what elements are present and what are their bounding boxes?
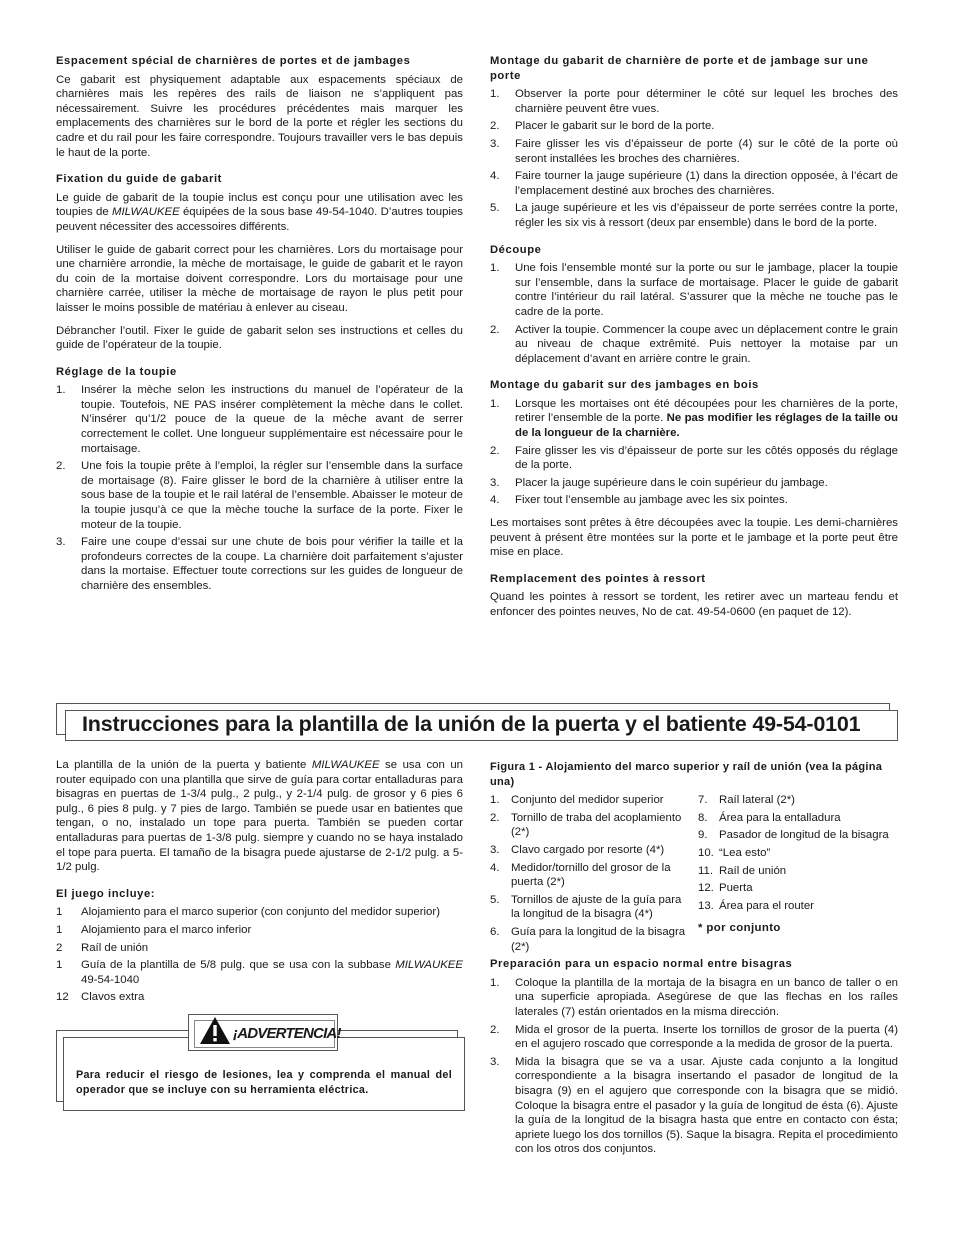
list-item: 1 Alojamiento para el marco inferior <box>56 923 252 936</box>
list-item <box>490 843 692 858</box>
brand-name: MILWAUKEE <box>111 206 180 219</box>
list-text: Activer la toupie. Commencer la coupe avec un déplacement contre le grain au niveau de chaque extrêmité. Puis nettoyer la motaise par un déplacement d’avant en arrière contre le grain. <box>515 323 898 365</box>
list-text: Une fois l’ensemble monté sur la porte ou sur le jambage, placer la toupie sur l’ensemble, dans la surface de mortaisage. Placer le guide de gabarit contre l’intérieur du rail latéral. S’assurer que la mèche ne touche pas le cadre de la porte. <box>515 262 898 318</box>
list-item <box>490 323 898 367</box>
list-text: Pasador de longitud de la bisagra <box>719 829 889 842</box>
warning-text: Para reducir el riesgo de lesiones, lea y comprenda el manual del operador que se incluye con su herramienta eléctrica. <box>76 1069 452 1096</box>
warning-box <box>56 1025 466 1112</box>
list-text: Faire une coupe d’essai sur une chute de bois pour vérifier la taille et la profondeurs correctes de la coupe. La charnière doit parfaitement s’ajuster dans la mortaise. Effectuer toute corrections sur les guides de longueur de charnière des ensembles. <box>81 536 463 592</box>
list-text: Coloque la plantilla de la mortaja de la bisagra en un banco de taller o en una superficie apropiada. Asegúrese de que las flechas en los raíles laterales (7) están orientados en la misma dirección. <box>515 976 898 1018</box>
list-item <box>698 828 898 843</box>
list-text: Puerta <box>719 882 753 895</box>
list-text: Mida el grosor de la puerta. Inserte los tornillos de grosor de la puerta (4) en el agujero roscado que corresponde a la medida de grosor de la puerta. <box>515 1023 898 1051</box>
section-heading: Remplacement des pointes à ressort <box>490 572 706 585</box>
list-item <box>490 169 898 198</box>
list-number: 6. <box>490 925 500 938</box>
list-number: 4. <box>490 170 500 183</box>
list-text: Tornillo de traba del acoplamiento (2*) <box>511 811 682 839</box>
list-item <box>490 493 898 508</box>
list-item <box>490 1055 898 1157</box>
section-heading: Montage du gabarit sur des jambages en bois <box>490 379 759 392</box>
numbered-list <box>490 87 898 230</box>
list-text: La jauge supérieure et les vis d’épaisseur de porte serrées contre la porte, régler les six vis à ressort (deux par ensemble) dans le bord de la porte. <box>515 202 898 229</box>
list-item <box>490 476 898 491</box>
list-number: 2. <box>490 120 500 133</box>
spanish-left-column <box>56 758 463 1008</box>
paragraph: Débrancher l’outil. Fixer le guide de gabarit selon ses instructions et celles du guide de l’opérateur de la toupie. <box>56 324 463 352</box>
list-number: 8. <box>698 811 708 824</box>
list-number: 1. <box>490 88 500 101</box>
list-text: Une fois la toupie prête à l’emploi, la régler sur l’ensemble dans la surface de mortaisage (8). Faire glisser le bord de la charnière à utiliser entre la sous base de la toupie et le rail latéral de l’ensemble. Abaisser le moteur de la toupie jusqu’à ce que la mèche touche la surface de la porte. Fixer le moteur de la toupie. <box>81 460 463 531</box>
french-right-column <box>490 54 898 628</box>
list-number: 4. <box>490 861 500 874</box>
list-number: 9. <box>698 829 708 842</box>
paragraph: Le guide de gabarit de la toupie inclus est conçu pour une utilisation avec les toupies de MILWAUKEE équipées de la sous base 49-54-1040. D’autres toupies peuvent nécessiter des accessoires différents. <box>56 191 463 233</box>
french-left-column <box>56 54 463 602</box>
numbered-list <box>490 793 692 954</box>
section-heading: Découpe <box>490 243 542 256</box>
section-heading: Montage du gabarit de charnière de porte et de jambage sur une porte <box>490 55 869 82</box>
list-item <box>56 535 463 593</box>
list-number: 3. <box>490 137 500 150</box>
section-heading: El juego incluye: <box>56 887 156 900</box>
list-item <box>698 811 898 826</box>
numbered-list <box>56 383 463 593</box>
list-text: “Lea esto” <box>719 846 771 859</box>
list-item <box>490 87 898 116</box>
list-text: Clavo cargado por resorte (4*) <box>511 843 665 856</box>
list-item: 12 Clavos extra <box>56 991 145 1004</box>
list-item <box>698 881 898 896</box>
list-item <box>56 383 463 456</box>
figure-caption: Figura 1 - Alojamiento del marco superior y raíl de unión (vea la página una) <box>490 761 883 788</box>
list-item: 1 Alojamiento para el marco superior (con conjunto del medidor superior) <box>56 906 440 919</box>
section-heading: Fixation du guide de gabarit <box>56 173 222 186</box>
list-number: 2. <box>490 444 500 457</box>
section-heading: Preparación para un espacio normal entre bisagras <box>490 958 793 971</box>
list-item: 2 Raíl de unión <box>56 941 149 954</box>
list-item <box>490 793 692 808</box>
paragraph: Utiliser le guide de gabarit correct pour les charnières. Lors du mortaisage pour une charnière arrondie, la mèche de mortaisage, le guide de gabarit et le rayon du coin de la mortaise doivent correspondre. Lors du mortaisage pour une charnière carrée, utiliser la mèche de mortaisage de rayon le plus petit pour laisser le moins possible de matériau à enlever au ciseau. <box>56 243 463 314</box>
figure-legend <box>490 793 898 953</box>
spanish-right-column <box>490 760 898 1165</box>
list-item: 1 Guía de la plantilla de 5/8 pulg. que se usa con la subbase MILWAUKEE 49-54-1040 <box>56 959 463 986</box>
list-number: 3. <box>490 1055 500 1068</box>
brand-name: MILWAUKEE <box>311 759 380 771</box>
numbered-list <box>698 793 898 913</box>
list-number: 1. <box>490 976 500 989</box>
list-item <box>490 201 898 230</box>
list-number: 2. <box>490 323 500 336</box>
paragraph: La plantilla de la unión de la puerta y batiente MILWAUKEE se usa con un router equipado con una plantilla que sirve de guía para cortar entalladuras para bisagras en puertas de 1-3/4 pulg., 2 pulg., y 2-1/4 pulg. de grosor y 6 pies 6 pulg., 6 pies 8 pulg. y 7 pies de largo. También se puede usar en batientes que tengan, o no, instalado un tope para puerta. También se pueden cortar entalladuras para puertas de 1-3/8 pulg. siempre y cuando no se haya instalado el tope para puerta. El tamaño de la bisagra puede ajustarse de 2-1/2 pulg. a 5-1/2 pulg. <box>56 759 463 874</box>
list-number: 3. <box>490 476 500 489</box>
list-text: Fixer tout l’ensemble au jambage avec les six pointes. <box>515 494 788 507</box>
list-item: 1. Lorsque les mortaises ont été découpées pour les charnières de la porte, retirer l’ensemble de la porte. Ne pas modifier les réglages de la taille ou de la longueur de la charnière. <box>490 397 898 440</box>
list-text: Faire glisser les vis d’épaisseur de porte (4) sur le côté de la porte où seront installées les broches des charnières. <box>515 137 898 165</box>
list-text: Placer la jauge supérieure dans le coin supérieur du jambage. <box>515 476 828 489</box>
list-text: Raíl lateral (2*) <box>719 794 795 807</box>
list-number: 4. <box>490 494 500 507</box>
numbered-list <box>490 397 898 441</box>
list-item <box>698 846 898 861</box>
list-text: Observer la porte pour déterminer le côté sur lequel les broches des charnière peuvent être vues. <box>515 88 898 115</box>
list-number: 11. <box>698 864 713 877</box>
paragraph: Les mortaises sont prêtes à être découpées avec la toupie. Les demi-charnières peuvent à présent être montées sur la porte et le jambage et la porte peut être mise en place. <box>490 517 898 559</box>
list-text: Faire tourner la jauge supérieure (1) dans la direction opposée, à l’écart de l’emplacement destiné aux broches des charnières. <box>515 170 898 197</box>
numbered-list <box>490 976 898 1157</box>
list-item <box>490 137 898 166</box>
list-number: 7. <box>698 794 708 807</box>
list-text: Medidor/tornillo del grosor de la puerta (2*) <box>511 861 671 889</box>
section-heading: Espacement spécial de charnières de portes et de jambages <box>56 55 411 67</box>
list-number: 5. <box>490 202 500 215</box>
list-number: 1. <box>490 262 500 275</box>
list-number: 2. <box>490 811 500 824</box>
list-number: 3. <box>490 843 500 856</box>
list-text: Área para la entalladura <box>719 811 841 824</box>
list-item <box>698 793 898 808</box>
warning-badge <box>188 1014 341 1051</box>
list-text: Conjunto del medidor superior <box>511 794 664 807</box>
warning-triangle-icon <box>199 1016 231 1046</box>
list-item <box>490 119 898 134</box>
list-item <box>56 459 463 532</box>
list-text: Placer le gabarit sur le bord de la porte. <box>515 120 715 133</box>
list-item <box>698 864 898 879</box>
list-text: Área para el router <box>719 899 814 912</box>
kit-list <box>56 905 463 1005</box>
footnote: * por conjunto <box>698 922 781 935</box>
list-number: 1. <box>490 794 500 807</box>
list-item <box>490 261 898 319</box>
list-item <box>490 1023 898 1052</box>
paragraph: Quand les pointes à ressort se tordent, les retirer avec un marteau fendu et enfoncer des pointes neuves, No de cat. 49-54-0600 (en paquet de 12). <box>490 591 898 618</box>
list-item <box>698 899 898 914</box>
list-number: 10. <box>698 846 714 859</box>
paragraph: Ce gabarit est physiquement adaptable aux espacements spéciaux de charnières mais les repères des rails de liaison ne s’appliquent pas nécessairement. Suivre les procédures précédentes mais marquer les emplacements des charnières sur le bord de la porte et régler les sections du cadre et du rail pour les faire correspondre. Toujours travailler vers le bas depuis le haut de la porte. <box>56 73 463 159</box>
list-text: Tornillos de ajuste de la guía para la longitud de la bisagra (4*) <box>511 893 682 921</box>
list-item <box>490 893 692 922</box>
list-item <box>490 925 692 954</box>
banner-title: Instrucciones para la plantilla de la unión de la puerta y el batiente 49-54-0101 <box>82 712 861 736</box>
list-item <box>490 811 692 840</box>
list-item <box>490 861 692 890</box>
list-text: Faire glisser les vis d’épaisseur de porte sur les côtés opposés du réglage de la porte. <box>515 444 898 472</box>
list-item <box>490 976 898 1020</box>
list-number: 2. <box>490 1023 500 1036</box>
section-heading: Réglage de la toupie <box>56 365 177 378</box>
list-number: 5. <box>490 893 500 906</box>
list-number: 12. <box>698 882 714 895</box>
brand-name: MILWAUKEE <box>395 959 463 972</box>
section-banner <box>56 703 898 741</box>
list-text: Mida la bisagra que se va a usar. Ajuste cada conjunto a la longitud correspondiente a la bisagra insertando el pasador de longitud de la bisagra (9) en el agujero que corresponde con la bisagra que se midió. Coloque la bisagra entre el pasador y la guía de longitud de ésta (6). Ajuste la guía de la longitud de la bisagra hasta que entre en contacto con ésta; apriete luego los dos tornillos (5). Saque la bisagra. Repita el procedimiento con los otros dos conjuntos. <box>515 1055 898 1156</box>
list-number: 1. <box>56 384 66 397</box>
list-item <box>490 444 898 473</box>
warning-label: ¡ADVERTENCIA! <box>233 1025 341 1042</box>
list-number: 2. <box>56 460 66 473</box>
numbered-list <box>490 261 898 366</box>
list-number: 13. <box>698 899 714 912</box>
banner-frame <box>65 710 898 741</box>
list-text: Raíl de unión <box>719 864 787 877</box>
list-text: Insérer la mèche selon les instructions du manuel de l’opérateur de la toupie. Toutefois, NE PAS insérer complètement la mèche dans le collet. N’insérer qu’1/2 pouce de la queue de la mèche avant de serrer correctement le collet. Une longueur supplémentaire est nécessaire pour le mortaisage. <box>81 384 463 455</box>
list-text: Guía para la longitud de la bisagra (2*) <box>511 925 686 953</box>
list-number: 3. <box>56 536 66 549</box>
numbered-list <box>490 444 898 508</box>
